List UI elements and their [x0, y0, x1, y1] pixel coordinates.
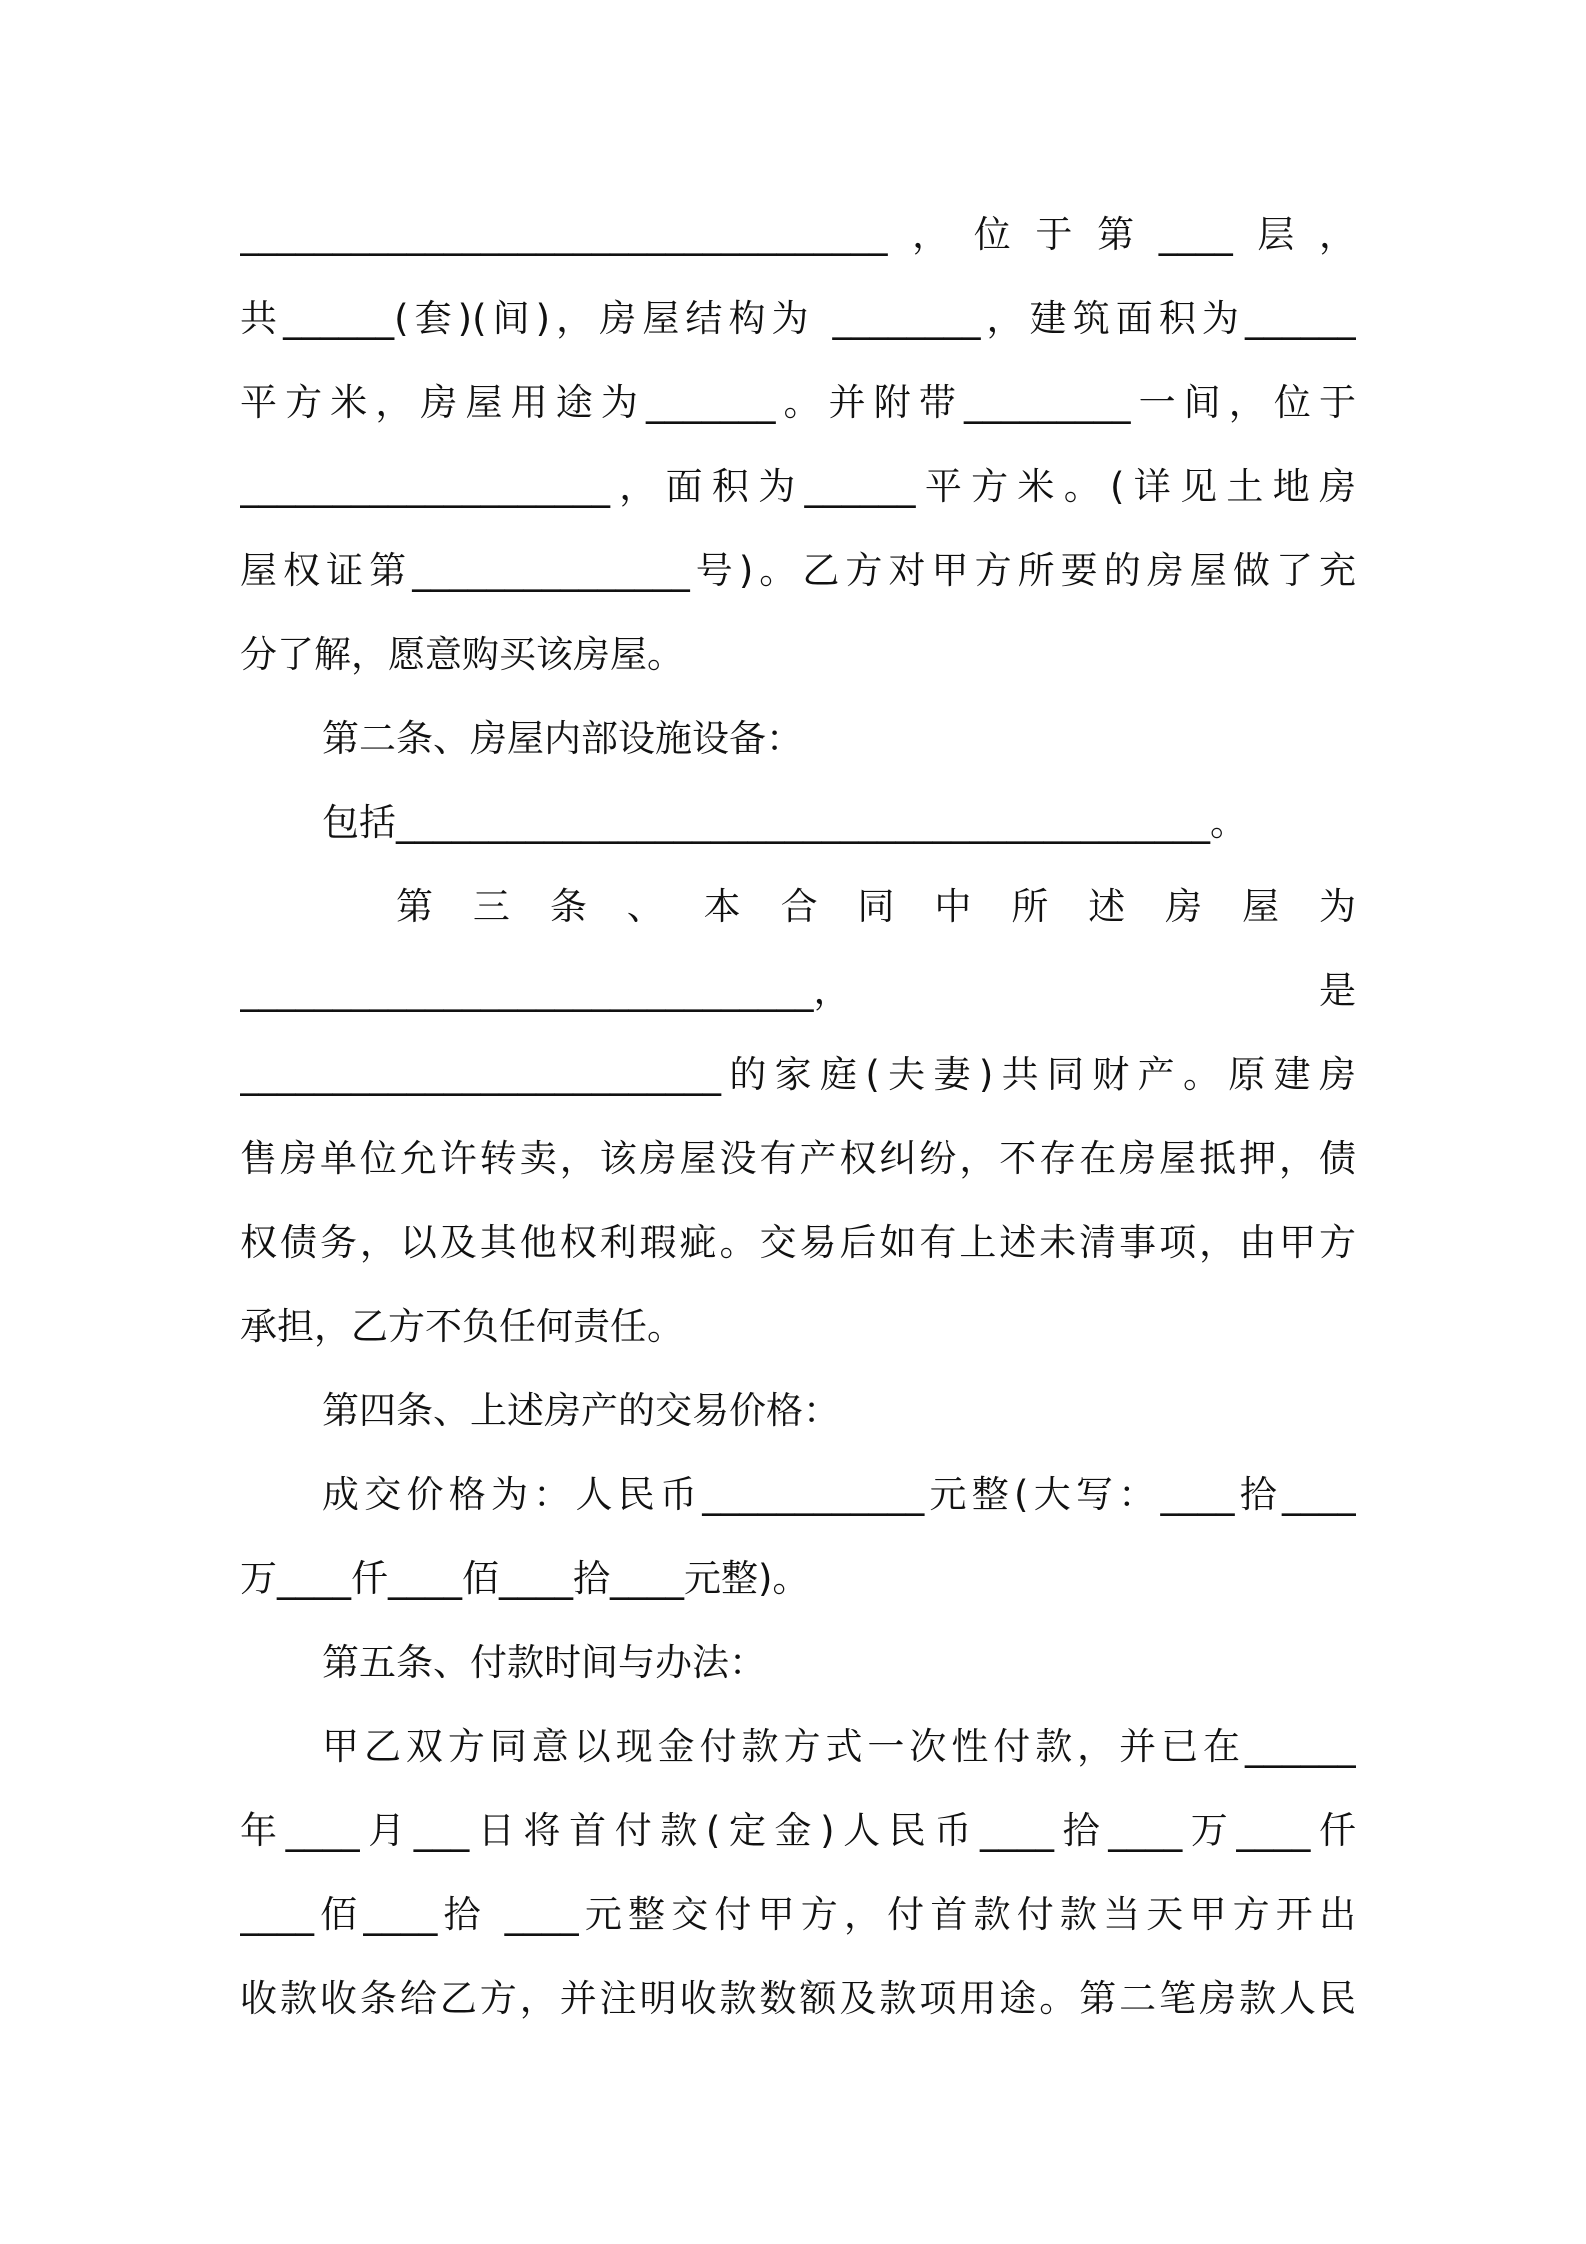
text-line: 分了解，愿意购买该房屋。 — [240, 633, 684, 676]
article-heading: 第二条、房屋内部设施设备： — [322, 717, 803, 760]
text-line: 甲乙双方同意以现金付款方式一次性付款，并已在______ — [322, 1725, 1356, 1768]
text-line-left: _______________________________， — [240, 969, 851, 1012]
text-line: ____佰____拾 ____元整交付甲方，付首款付款当天甲方开出 — [240, 1893, 1356, 1936]
text-line: 包括____________________________________________。 — [322, 801, 1247, 844]
text-line: 收款收条给乙方，并注明收款数额及款项用途。第二笔房款人民 — [240, 1977, 1356, 2020]
text-line: 共______(套)(间)，房屋结构为 ________，建筑面积为______ — [240, 297, 1356, 340]
text-line: 平方米，房屋用途为_______。并附带_________一间，位于 — [240, 381, 1356, 424]
text-line: ___________________________________，位于第____层， — [240, 213, 1356, 256]
text-line: 承担，乙方不负任何责任。 — [240, 1305, 684, 1348]
text-line: 权债务，以及其他权利瑕疵。交易后如有上述未清事项，由甲方 — [240, 1221, 1356, 1264]
article-heading: 第三条、本合同中所述房屋为 — [396, 885, 1356, 928]
text-line-right: 是 — [1319, 969, 1356, 1012]
text-line: 售房单位允许转卖，该房屋没有产权纠纷，不存在房屋抵押，债 — [240, 1137, 1356, 1180]
text-line: 年____月___日将首付款(定金)人民币____拾____万____仟 — [240, 1809, 1356, 1852]
article-heading: 第四条、上述房产的交易价格： — [322, 1389, 840, 1432]
text-line: __________________________的家庭(夫妻)共同财产。原建房 — [240, 1053, 1356, 1096]
article-heading: 第五条、付款时间与办法： — [322, 1641, 766, 1684]
text-line: ____________________，面积为______平方米。(详见土地房 — [240, 465, 1356, 508]
text-line: 屋权证第_______________号)。乙方对甲方所要的房屋做了充 — [240, 549, 1356, 592]
text-line: 万____仟____佰____拾____元整)。 — [240, 1557, 810, 1600]
text-line: 成交价格为：人民币____________元整(大写：____拾____ — [322, 1473, 1356, 1516]
text-line — [240, 949, 1356, 1033]
